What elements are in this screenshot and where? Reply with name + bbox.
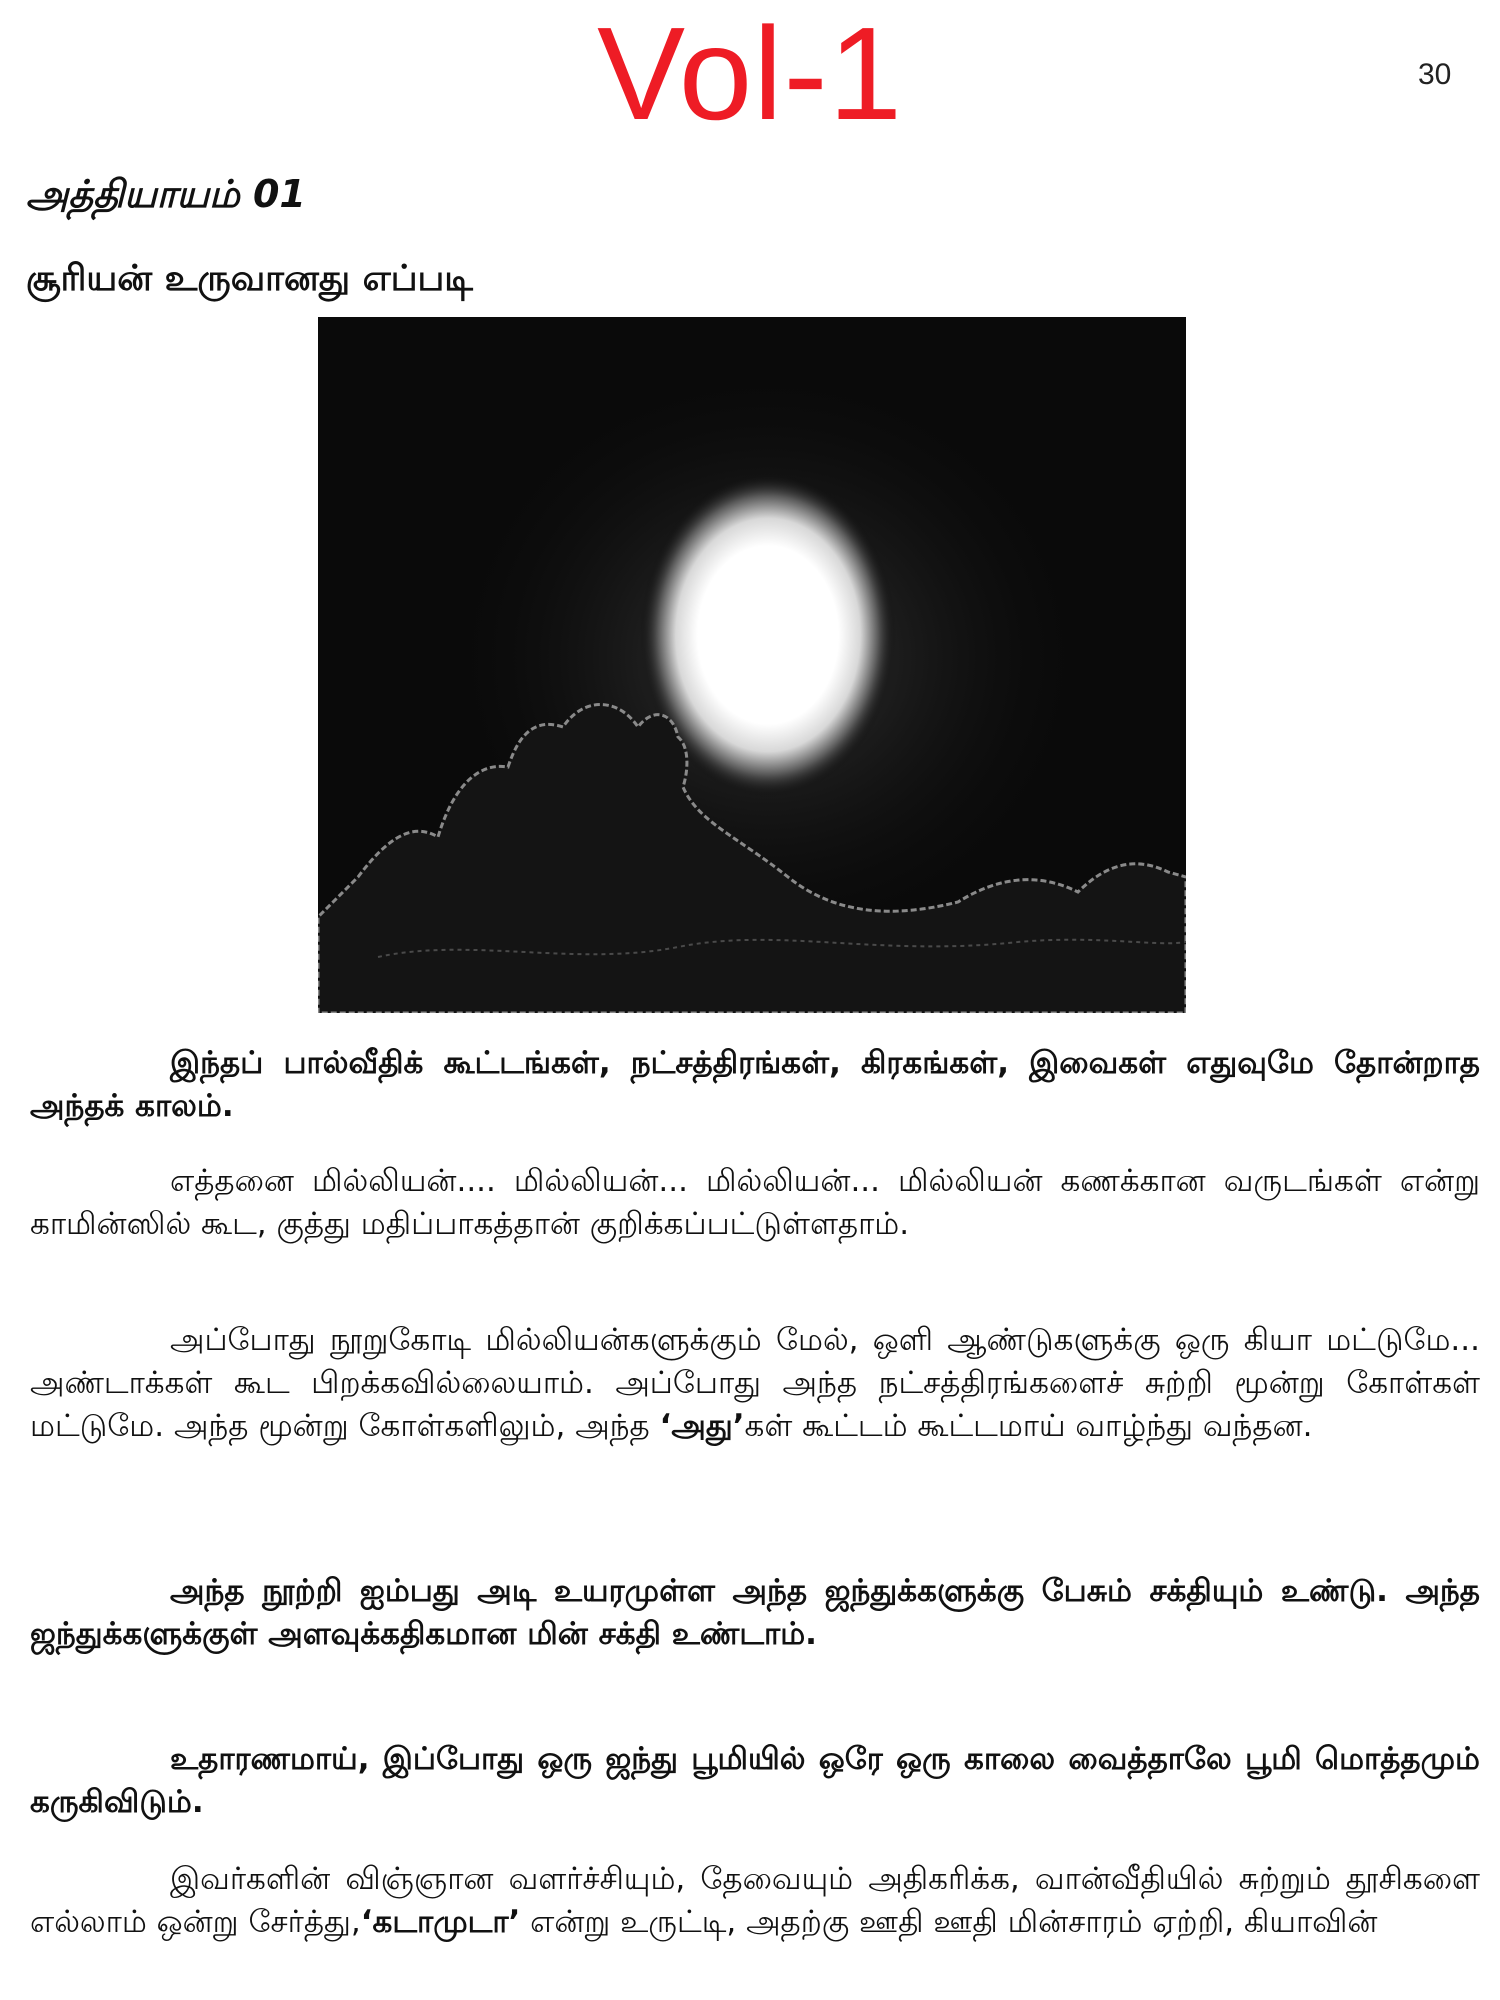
chapter-title: சூரியன் உருவானது எப்படி	[26, 258, 473, 299]
paragraph-4-text: அந்த நூற்றி ஐம்பது அடி உயரமுள்ள அந்த ஜந்துக்களுக்கு பேசும் சக்தியும் உண்டு. அந்த ஜந்துக்களுக்குள் அளவுக்கதிகமான மின் சக்தி உண்டாம்.	[30, 1573, 1480, 1652]
paragraph-1-text: இந்தப் பால்வீதிக் கூட்டங்கள், நட்சத்திரங்கள், கிரகங்கள், இவைகள் எதுவுமே தோன்றாத அந்தக் காலம்.	[30, 1045, 1480, 1124]
paragraph-3-quote: ‘அது’	[659, 1408, 745, 1444]
paragraph-5-text: உதாரணமாய், இப்போது ஒரு ஜந்து பூமியில் ஒரே ஒரு காலை வைத்தாலே பூமி மொத்தமும் கருகிவிடும்.	[30, 1741, 1480, 1820]
paragraph-6-text-b: என்று உருட்டி, அதற்கு ஊதி ஊதி மின்சாரம் ஏற்றி, கியாவின்	[520, 1904, 1378, 1940]
paragraph-4	[30, 1570, 1480, 1656]
paragraph-5	[30, 1738, 1480, 1824]
paragraph-3	[30, 1319, 1480, 1448]
paragraph-6	[30, 1858, 1480, 1944]
paragraph-3-text-b: கள் கூட்டம் கூட்டமாய் வாழ்ந்து வந்தன.	[744, 1408, 1313, 1444]
paragraph-2-text: எத்தனை மில்லியன்.... மில்லியன்... மில்லியன்... மில்லியன் கணக்கான வருடங்கள் என்று காமின்ஸில் கூட, குத்து மதிப்பாகத்தான் குறிக்கப்பட்டுள்ளதாம்.	[30, 1163, 1480, 1242]
paragraph-6-text-a: இவர்களின் விஞ்ஞான வளர்ச்சியும், தேவையும் அதிகரிக்க, வான்வீதியில் சுற்றும் தூசிகளை எல்லாம் ஒன்று சேர்த்து,	[30, 1861, 1480, 1940]
paragraph-1	[30, 1042, 1480, 1128]
volume-label: Vol-1	[597, 0, 903, 147]
sun-illustration	[318, 317, 1186, 1013]
paragraph-6-quote: ‘கடாமுடா’	[360, 1904, 521, 1940]
paragraph-3-text-a: அப்போது நூறுகோடி மில்லியன்களுக்கும் மேல், ஒளி ஆண்டுகளுக்கு ஒரு கியா மட்டுமே... அண்டாக்கள் கூட பிறக்கவில்லையாம். அப்போது அந்த நட்சத்திரங்களைச் சுற்றி மூன்று கோள்கள் மட்டுமே. அந்த மூன்று கோள்களிலும், அந்த	[30, 1322, 1480, 1444]
page-number: 30	[1418, 58, 1452, 91]
chapter-label: அத்தியாயம் 01	[26, 172, 306, 216]
paragraph-2	[30, 1160, 1480, 1246]
